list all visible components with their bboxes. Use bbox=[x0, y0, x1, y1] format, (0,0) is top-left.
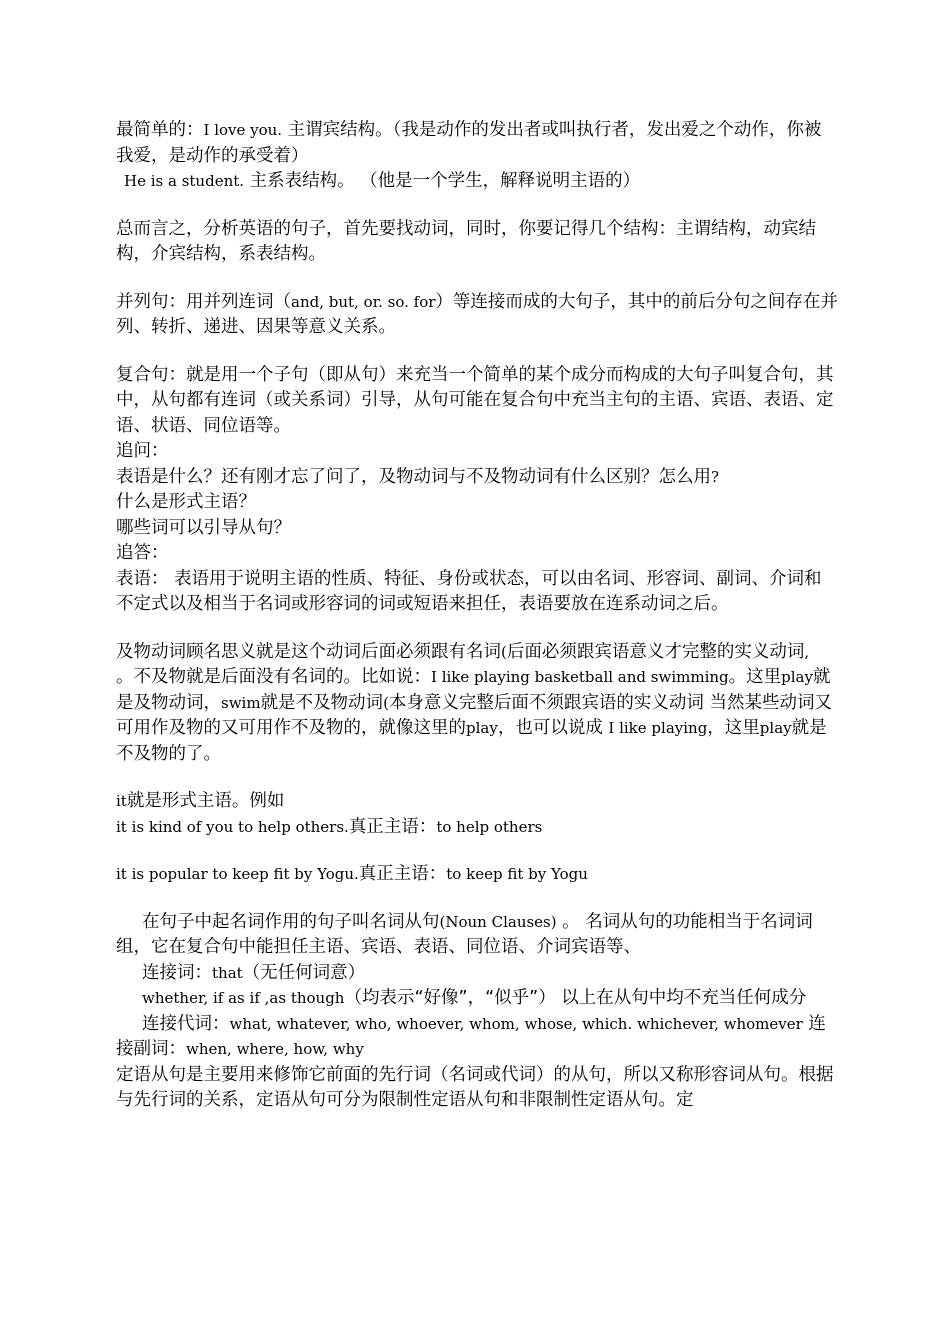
text-example: whether, if as if ,as though bbox=[142, 989, 345, 1007]
paragraph-noun-clauses bbox=[116, 910, 838, 961]
text-example: He is a student. bbox=[124, 172, 245, 190]
text-example: to help others bbox=[436, 817, 543, 836]
text: 。不及物就是后面没有名词的。比如说： bbox=[116, 667, 431, 687]
document-body bbox=[116, 118, 838, 1114]
text-example: that bbox=[212, 963, 243, 982]
text-example: I like playing basketball and swimming bbox=[431, 668, 729, 686]
text: 连接副词： bbox=[116, 1013, 826, 1059]
paragraph-question-3: 哪些词可以引导从句？ bbox=[116, 517, 291, 538]
paragraph-example-1 bbox=[116, 815, 838, 841]
text: 就是形式主语。例如 bbox=[126, 791, 285, 811]
text: , bbox=[804, 642, 810, 661]
paragraph-linking-verb bbox=[116, 169, 838, 195]
paragraph-transitive-verb bbox=[116, 640, 838, 666]
paragraph-attributive-clauses: 定语从句是主要用来修饰它前面的先行词（名词或代词）的从句，所以又称形容词从句。根据与先行词的关系，定语从句可分为限制性定语从句和非限制性定语从句。定 bbox=[116, 1064, 834, 1110]
text: ? bbox=[711, 467, 720, 486]
text-example: it is kind of you to help others. bbox=[116, 817, 349, 836]
paragraph-connective-pronouns bbox=[116, 1012, 838, 1063]
text: 本身意义完整后面不须跟宾语的实义动词 当然某些动词又可用作及物的又可用作不及物的，就像这里的 bbox=[116, 692, 832, 738]
text: 连接词： bbox=[142, 962, 212, 983]
paragraph-intransitive-verb bbox=[116, 665, 838, 767]
text: 主谓宾结构。（我是动作的发出者或叫执行者，发出爱之个动作，你被我爱，是动作的承受着） bbox=[116, 120, 822, 166]
text-example: it is popular to keep fit by Yogu. bbox=[116, 865, 359, 883]
text-example: play bbox=[759, 719, 792, 737]
text: ，也可以说成 bbox=[497, 718, 609, 738]
text-example: play bbox=[466, 719, 498, 737]
paragraph-compound-sentence bbox=[116, 290, 838, 341]
paragraph-follow-up-answer: 追答： bbox=[116, 543, 169, 563]
text-example: what, whatever, who, whoever, whom, whose, which. whichever, whomever bbox=[229, 1014, 803, 1033]
text: 。这里 bbox=[728, 667, 782, 687]
text: （无任何词意） bbox=[242, 962, 366, 983]
text: 真正主语： bbox=[348, 816, 437, 837]
text: 就是不及物动词 bbox=[260, 692, 384, 713]
text: 最简单的： bbox=[116, 120, 204, 140]
paragraph-whether-if bbox=[116, 986, 838, 1012]
text: 及物动词顾名思义就是这个动词后面必须跟有名词 bbox=[116, 641, 501, 662]
paragraph-summary: 总而言之，分析英语的句子，首先要找动词，同时，你要记得几个结构：主谓结构，动宾结构，介宾结构，系表结构。 bbox=[116, 218, 816, 264]
paragraph-complex-sentence: 复合句：就是用一个子句（即从句）来充当一个简单的某个成分而构成的大句子叫复合句，其中，从句都有连词（或关系词）引导，从句可能在复合句中充当主句的主语、宾语、表语、定语、状语、同位语等。 bbox=[116, 364, 834, 436]
text: ，这里 bbox=[707, 718, 760, 738]
text-example: I like playing bbox=[608, 719, 708, 737]
text-example: play bbox=[781, 668, 813, 686]
paragraph-follow-up-question: 追问： bbox=[116, 441, 169, 461]
paragraph-conjunctions bbox=[116, 961, 838, 987]
text: 并列句：用并列连词（ bbox=[116, 291, 291, 312]
text: 连接代词： bbox=[142, 1013, 230, 1034]
text-example: swim bbox=[221, 693, 261, 712]
text: 。 名词从句的功能相当于名词词组，它在复合句中能担任主语、宾语、表语、同位语、介词宾语等、 bbox=[116, 911, 813, 957]
text: 后面必须跟宾语意义才完整的实义动词 bbox=[506, 641, 805, 662]
text: 表语是什么？还有刚才忘了问了，及物动词与不及物动词有什么区别？怎么用 bbox=[116, 466, 711, 487]
text: ( bbox=[383, 693, 389, 712]
paragraph-example-2 bbox=[116, 862, 838, 888]
paragraph-formal-subject bbox=[116, 789, 838, 815]
text-example: to keep fit by Yogu bbox=[446, 865, 588, 883]
text: 就是不及物的了。 bbox=[116, 718, 827, 764]
paragraph-question-1 bbox=[116, 465, 838, 491]
text-example: (Noun Clauses) bbox=[439, 912, 557, 931]
text-example: and, but, or. so. for bbox=[291, 292, 436, 311]
text-example: when, where, how, why bbox=[186, 1040, 364, 1058]
text: 主系表结构。 （他是一个学生，解释说明主语的） bbox=[244, 171, 641, 191]
text: ( bbox=[501, 642, 507, 661]
text-example: it bbox=[116, 792, 127, 810]
text: ）等连接而成的大句子，其中的前后分句之间存在并列、转折、递进、因果等意义关系。 bbox=[116, 291, 838, 337]
text-example: I love you. bbox=[203, 121, 283, 139]
text: 真正主语： bbox=[358, 864, 447, 884]
paragraph-question-2: 什么是形式主语？ bbox=[116, 492, 256, 512]
paragraph-predicative: 表语： 表语用于说明主语的性质、特征、身份或状态，可以由名词、形容词、副词、介词和不定式以及相当于名词或形容词的词或短语来担任，表语要放在连系动词之后。 bbox=[116, 568, 822, 614]
text: （均表示“好像”，“似乎”） 以上在从句中均不充当任何成分 bbox=[344, 988, 807, 1008]
text: 在句子中起名词作用的句子叫名词从句 bbox=[142, 911, 440, 932]
text: 就是及物动词， bbox=[116, 667, 831, 713]
paragraph-simple-sentence bbox=[116, 118, 838, 169]
